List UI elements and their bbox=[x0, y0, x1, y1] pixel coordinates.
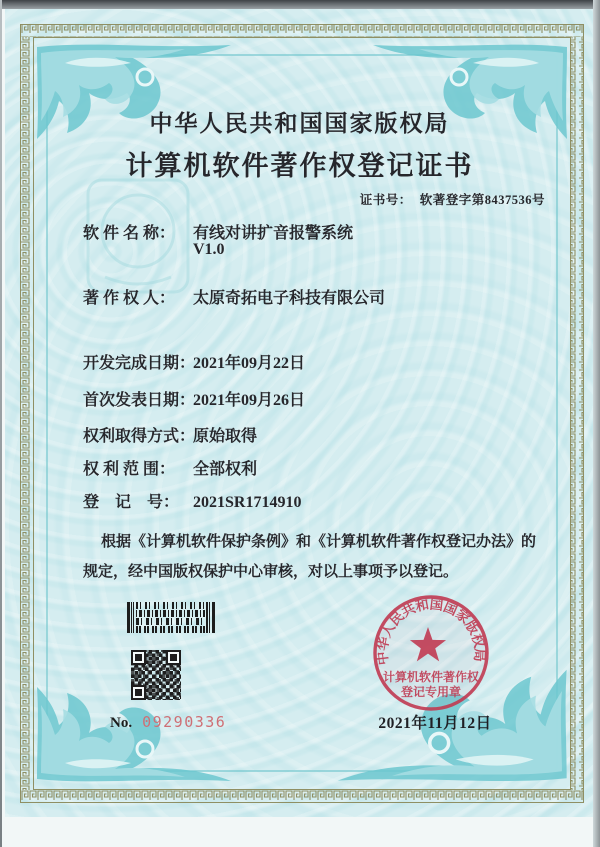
field-software-version: V1.0 bbox=[193, 241, 225, 258]
field-value: 有线对讲扩音报警系统 bbox=[193, 225, 354, 242]
registration-statement: 根据《计算机软件保护条例》和《计算机软件著作权登记办法》的规定，经中国版权保护中心审核，对以上事项予以登记。 bbox=[83, 534, 537, 580]
seal-ring-text: 中华人民共和国国家版权局 bbox=[374, 596, 488, 666]
field-value: 2021年09月22日 bbox=[193, 355, 306, 372]
field-copyright-owner bbox=[83, 285, 385, 308]
field-value: 2021年09月26日 bbox=[193, 392, 306, 409]
field-software-name bbox=[83, 220, 353, 243]
field-value: 全部权利 bbox=[193, 461, 258, 478]
field-value: 太原奇拓电子科技有限公司 bbox=[193, 290, 386, 307]
field-label: 著 作 权 人： bbox=[83, 290, 176, 307]
field-right-acquire-method bbox=[83, 423, 257, 446]
field-dev-complete-date bbox=[83, 350, 305, 373]
serial-number-line bbox=[110, 713, 226, 732]
serial-number: 09290336 bbox=[142, 713, 227, 731]
scan-edge-left bbox=[0, 0, 2, 847]
certificate-number-label: 证书号： bbox=[359, 193, 412, 207]
certificate-number bbox=[360, 190, 545, 208]
corner-ornament-bottom-left bbox=[37, 687, 231, 781]
scan-edge-right bbox=[593, 0, 600, 847]
certificate-title: 计算机软件著作权登记证书 bbox=[125, 151, 474, 181]
scan-edge-top bbox=[0, 0, 600, 9]
field-label: 权 利 范 围： bbox=[83, 461, 176, 478]
authority-title: 中华人民共和国国家版权局 bbox=[149, 111, 450, 136]
issue-date: 2021年11月12日 bbox=[378, 715, 492, 732]
field-value: 原始取得 bbox=[193, 428, 258, 445]
field-label: 登 记 号： bbox=[83, 494, 180, 511]
barcode bbox=[127, 602, 215, 633]
field-label: 开发完成日期： bbox=[83, 355, 196, 372]
serial-prefix: No. bbox=[110, 715, 133, 731]
seal-line1: 计算机软件著作权 bbox=[382, 670, 480, 684]
greek-key-border-bottom bbox=[20, 790, 584, 803]
qr-code bbox=[131, 650, 181, 700]
certificate-page bbox=[5, 9, 594, 817]
certificate-number-value: 软著登字第8437536号 bbox=[419, 193, 545, 207]
field-right-scope bbox=[83, 456, 257, 479]
official-seal bbox=[356, 578, 506, 728]
greek-key-border-top bbox=[20, 24, 584, 37]
field-first-publish-date bbox=[83, 387, 305, 410]
field-value: 2021SR1714910 bbox=[193, 494, 302, 511]
field-registration-number bbox=[83, 489, 301, 512]
field-label: 软 件 名 称： bbox=[83, 225, 176, 242]
field-label: 首次发表日期： bbox=[83, 392, 196, 409]
seal-line2: 登记专用章 bbox=[400, 685, 462, 699]
field-label: 权利取得方式： bbox=[83, 428, 196, 445]
